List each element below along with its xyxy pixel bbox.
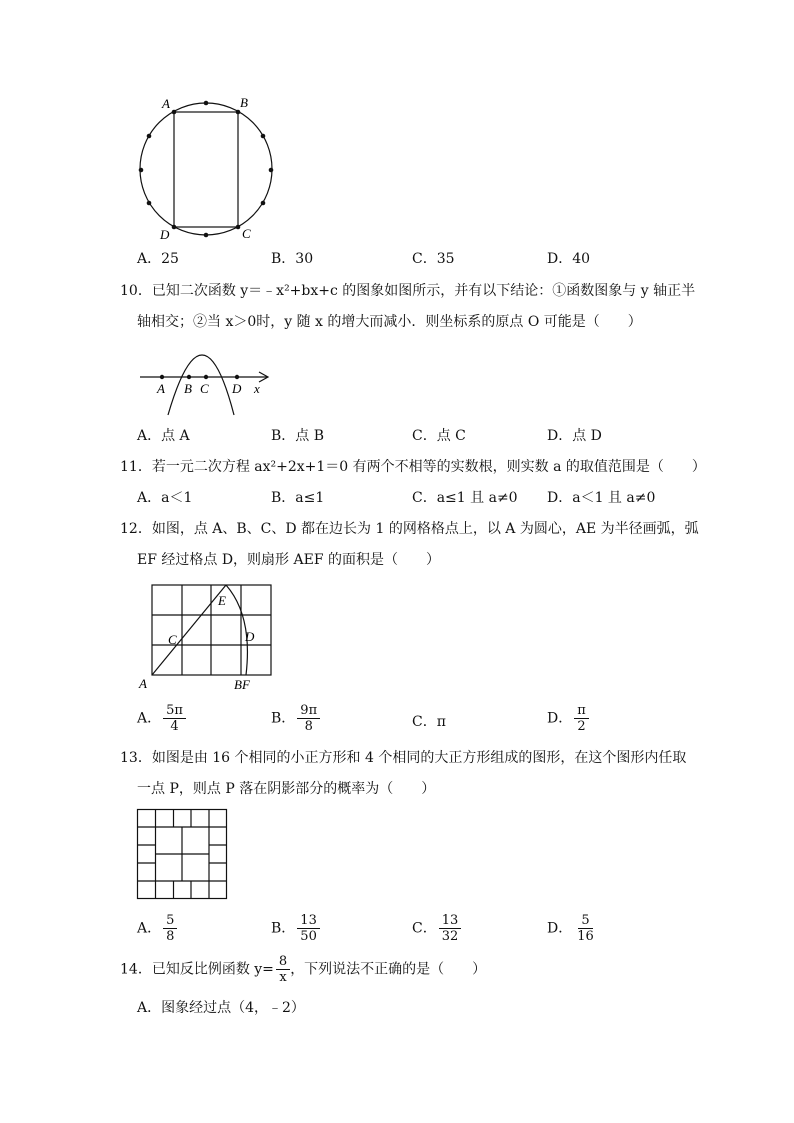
q12-grid-figure (138, 578, 278, 690)
q11-option-a[interactable]: A．a＜1 (137, 490, 193, 506)
q10-option-c[interactable]: C．点 C (412, 428, 466, 444)
q12-option-a-fraction (163, 703, 186, 734)
q12-option-d-den: 2 (577, 719, 586, 734)
q13-option-c-fraction (439, 913, 462, 944)
q13-squares-figure (136, 808, 230, 902)
q12-option-b-den: 8 (304, 719, 313, 734)
q12-label-d: D (245, 629, 255, 644)
q13-option-b-fraction (297, 913, 320, 944)
q9-label-c: C (242, 226, 251, 241)
q13-option-b[interactable] (271, 913, 320, 944)
q12-option-d-num: π (574, 703, 589, 719)
q13-option-c[interactable] (412, 913, 461, 944)
q14-fraction (276, 954, 290, 985)
q9-option-a[interactable]: A．25 (137, 251, 179, 267)
q10-parabola-figure (135, 335, 275, 420)
q14-stem (120, 954, 486, 985)
q12-stem-line2: EF 经过格点 D，则扇形 AEF 的面积是（ ） (137, 552, 441, 568)
q12-option-a-num: 5π (163, 703, 186, 719)
q10-stem-line1: 10．已知二次函数 y＝﹣x²+bx+c 的图象如图所示，并有以下结论：①函数图象与 y 轴正半 (120, 283, 696, 299)
q13-option-c-num: 13 (439, 913, 462, 929)
q10-option-a[interactable]: A．点 A (137, 428, 190, 444)
q12-label-e: E (218, 593, 226, 608)
q11-option-d[interactable]: D．a＜1 且 a≠0 (547, 490, 656, 506)
q10-label-b: B (184, 381, 192, 396)
q11-option-b[interactable]: B．a≤1 (271, 490, 325, 506)
q12-option-b[interactable] (271, 703, 320, 734)
q12-option-d-letter: D． (547, 710, 573, 727)
q14-fraction-den: x (279, 970, 287, 985)
q13-option-d-letter: D． (547, 920, 573, 937)
q13-option-a[interactable] (137, 913, 177, 944)
q9-label-d: D (160, 227, 170, 242)
q9-label-b: B (240, 95, 248, 110)
q9-option-b[interactable]: B．30 (271, 251, 314, 267)
q9-option-d[interactable]: D．40 (547, 251, 591, 267)
q14-stem-prefix: 14．已知反比例函数 y= (120, 961, 274, 978)
q12-option-c[interactable]: C．π (412, 714, 446, 730)
q10-stem-line2: 轴相交；②当 x＞0时，y 随 x 的增大而减小．则坐标系的原点 O 可能是（ ） (137, 314, 642, 330)
q10-label-c: C (200, 381, 209, 396)
q12-option-a-letter: A． (137, 710, 162, 727)
q10-label-d: D (232, 381, 242, 396)
q9-option-c[interactable]: C．35 (412, 251, 455, 267)
q13-option-a-den: 8 (166, 929, 175, 944)
q12-stem-line1: 12．如图，点 A、B、C、D 都在边长为 1 的网格格点上，以 A 为圆心，AE 为半径画弧，弧 (120, 521, 699, 537)
q10-label-a: A (157, 381, 165, 396)
q10-option-b[interactable]: B．点 B (271, 428, 325, 444)
q12-option-b-fraction (297, 703, 320, 734)
q12-option-d[interactable] (547, 703, 589, 734)
q13-stem-line2: 一点 P，则点 P 落在阴影部分的概率为（ ） (137, 781, 436, 797)
q13-option-d-den: 16 (577, 929, 594, 944)
q13-option-d-fraction (574, 913, 597, 944)
q11-option-c[interactable]: C．a≤1 且 a≠0 (412, 490, 518, 506)
q13-option-a-num: 5 (163, 913, 177, 929)
q13-option-a-fraction (163, 913, 177, 944)
q12-option-b-num: 9π (297, 703, 320, 719)
q13-option-d-num: 5 (578, 913, 592, 929)
q9-label-a: A (162, 96, 170, 111)
q13-option-b-letter: B． (271, 920, 296, 937)
q12-label-c: C (168, 632, 177, 647)
q13-option-b-den: 50 (300, 929, 317, 944)
q14-option-a[interactable]: A．图象经过点（4，﹣2） (137, 1000, 305, 1016)
q13-option-a-letter: A． (137, 920, 162, 937)
q12-option-d-fraction (574, 703, 589, 734)
q14-stem-suffix: ，下列说法不正确的是（ ） (290, 961, 487, 978)
q12-option-a[interactable] (137, 703, 186, 734)
q13-option-c-den: 32 (441, 929, 459, 944)
q14-fraction-num: 8 (276, 954, 290, 970)
q9-circle-figure (130, 92, 280, 242)
q13-option-d[interactable] (547, 913, 597, 944)
q12-option-b-letter: B． (271, 710, 296, 727)
q10-option-d[interactable]: D．点 D (547, 428, 602, 444)
q13-stem-line1: 13．如图是由 16 个相同的小正方形和 4 个相同的大正方形组成的图形，在这个图形内任取 (120, 750, 687, 766)
q13-option-b-num: 13 (297, 913, 320, 929)
q12-label-a: A (139, 676, 147, 690)
q13-option-c-letter: C． (412, 920, 437, 937)
q11-stem-line1: 11．若一元二次方程 ax²+2x+1＝0 有两个不相等的实数根，则实数 a 的取值范围是（ ） (120, 459, 706, 475)
q12-label-bf: BF (234, 677, 250, 690)
q10-label-x: x (254, 381, 260, 396)
q12-option-a-den: 4 (170, 719, 179, 734)
